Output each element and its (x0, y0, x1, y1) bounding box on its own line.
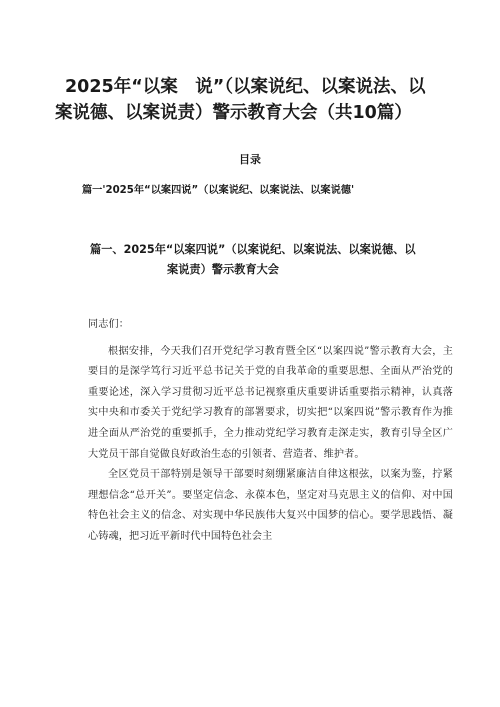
body-paragraph: 根据安排，今天我们召开党纪学习教育暨全区“以案四说”警示教育大会，主要目的是深学笃行习近平总书记关于党的自我革命的重要思想、全面从严治党的重要论述，深入学习贯彻习近平总书记视察重庆重要讲话重要指示精神，认真落实中央和市委关于党纪学习教育的部署要求，切实把“以案四说”警示教育作为推进全面从严治党的重要抓手，全力推动党纪学习教育走深走实，教育引导全区广大党员干部自觉做良好政治生态的引领者、营造者、维护者。 (88, 345, 453, 460)
section-title-line-2: 案说责）警示教育大会 (167, 263, 279, 276)
document-title-line-1: 2025年“以案 说”（以案说纪、以案说法、以 (65, 77, 426, 97)
document-title-line-2: 案说德、以案说责）警示教育大会（共10篇） (55, 103, 412, 123)
body-paragraph: 全区党员干部特别是领导干部要时刻绷紧廉洁自律这根弦，以案为鉴，拧紧理想信念“总开关”。要坚定信念、永葆本色，坚定对马克思主义的信仰、对中国特色社会主义的信念、对实现中华民族伟大复兴中国梦的信心。要学思践悟、凝心铸魂，把习近平新时代中国特色社会主 (88, 469, 453, 542)
section-title-line-1: 篇一、2025年“以案四说”（以案说纪、以案说法、以案说德、以 (90, 243, 416, 256)
document-title (55, 74, 455, 126)
toc-item[interactable]: 篇一'2025年“以案四说”（以案说纪、以案说法、以案说德' (82, 185, 355, 196)
toc-heading: 目录 (239, 153, 261, 166)
body-text (88, 315, 453, 548)
section-title (90, 240, 470, 280)
salutation: 同志们： (88, 319, 129, 330)
